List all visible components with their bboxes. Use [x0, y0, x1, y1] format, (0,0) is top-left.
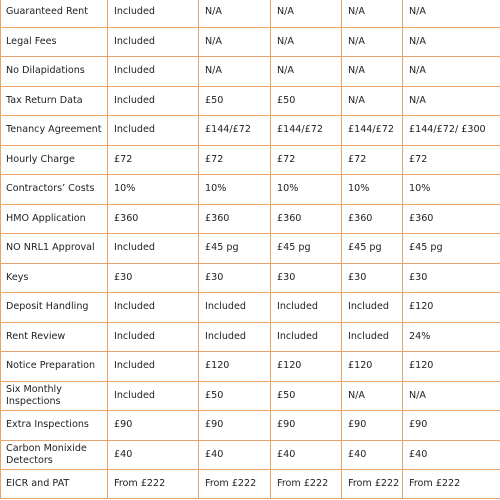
- table-row: [1, 234, 500, 264]
- table-cell: Included: [108, 322, 199, 352]
- table-row: [1, 175, 500, 205]
- table-cell: From £222: [403, 470, 500, 499]
- table-cell: £30: [403, 263, 500, 293]
- row-label: Contractors’ Costs: [1, 175, 108, 205]
- table-cell: £72: [199, 145, 271, 175]
- table-cell: Included: [271, 322, 342, 352]
- row-label: Keys: [1, 263, 108, 293]
- row-label: Tenancy Agreement: [1, 116, 108, 146]
- table-cell: 10%: [403, 175, 500, 205]
- table-cell: £30: [108, 263, 199, 293]
- table-cell: £144/£72: [342, 116, 403, 146]
- table-cell: N/A: [342, 86, 403, 116]
- table-cell: £30: [271, 263, 342, 293]
- table-cell: N/A: [403, 86, 500, 116]
- table-cell: £50: [271, 86, 342, 116]
- table-cell: N/A: [342, 27, 403, 57]
- table-cell: £40: [108, 440, 199, 470]
- row-label: Legal Fees: [1, 27, 108, 57]
- table-cell: £45 pg: [199, 234, 271, 264]
- table-cell: From £222: [108, 470, 199, 499]
- fees-table-body: [1, 0, 500, 499]
- table-cell: £72: [271, 145, 342, 175]
- table-cell: N/A: [342, 0, 403, 27]
- table-cell: 10%: [271, 175, 342, 205]
- table-cell: N/A: [342, 381, 403, 411]
- table-cell: £40: [342, 440, 403, 470]
- row-label: Deposit Handling: [1, 293, 108, 323]
- table-row: [1, 86, 500, 116]
- table-cell: Included: [342, 293, 403, 323]
- table-cell: Included: [108, 0, 199, 27]
- table-cell: £45 pg: [403, 234, 500, 264]
- table-row: [1, 322, 500, 352]
- table-cell: Included: [108, 234, 199, 264]
- table-cell: £144/£72: [199, 116, 271, 146]
- table-cell: £72: [108, 145, 199, 175]
- table-cell: Included: [108, 116, 199, 146]
- table-cell: Included: [342, 322, 403, 352]
- row-label: No Dilapidations: [1, 57, 108, 87]
- table-cell: £30: [342, 263, 403, 293]
- table-row: [1, 204, 500, 234]
- table-cell: £40: [199, 440, 271, 470]
- table-row: [1, 145, 500, 175]
- table-row: [1, 440, 500, 470]
- row-label: Six Monthly Inspections: [1, 381, 108, 411]
- table-cell: £50: [199, 381, 271, 411]
- table-cell: From £222: [199, 470, 271, 499]
- table-cell: £120: [271, 352, 342, 382]
- table-row: [1, 0, 500, 27]
- table-cell: £360: [108, 204, 199, 234]
- table-cell: Included: [108, 381, 199, 411]
- row-label: NO NRL1 Approval: [1, 234, 108, 264]
- table-cell: Included: [108, 293, 199, 323]
- table-cell: N/A: [271, 27, 342, 57]
- table-row: [1, 27, 500, 57]
- table-cell: Included: [108, 352, 199, 382]
- table-cell: Included: [108, 86, 199, 116]
- table-cell: £30: [199, 263, 271, 293]
- table-cell: £120: [199, 352, 271, 382]
- table-cell: £50: [271, 381, 342, 411]
- table-cell: £360: [342, 204, 403, 234]
- row-label: Guaranteed Rent: [1, 0, 108, 27]
- row-label: Extra Inspections: [1, 411, 108, 441]
- table-cell: Included: [108, 57, 199, 87]
- row-label: Notice Preparation: [1, 352, 108, 382]
- table-cell: N/A: [199, 27, 271, 57]
- table-cell: £72: [403, 145, 500, 175]
- table-cell: £90: [403, 411, 500, 441]
- table-row: [1, 57, 500, 87]
- table-cell: £40: [271, 440, 342, 470]
- table-row: [1, 352, 500, 382]
- table-cell: £45 pg: [342, 234, 403, 264]
- table-cell: N/A: [403, 381, 500, 411]
- row-label: Carbon Monixide Detectors: [1, 440, 108, 470]
- table-cell: Included: [108, 27, 199, 57]
- table-cell: From £222: [271, 470, 342, 499]
- table-row: [1, 411, 500, 441]
- table-cell: 24%: [403, 322, 500, 352]
- table-cell: £50: [199, 86, 271, 116]
- table-cell: From £222: [342, 470, 403, 499]
- table-cell: £360: [199, 204, 271, 234]
- row-label: Tax Return Data: [1, 86, 108, 116]
- table-row: [1, 293, 500, 323]
- table-cell: N/A: [199, 57, 271, 87]
- table-cell: 10%: [199, 175, 271, 205]
- table-cell: N/A: [271, 0, 342, 27]
- table-cell: £120: [403, 352, 500, 382]
- table-cell: £45 pg: [271, 234, 342, 264]
- row-label: HMO Application: [1, 204, 108, 234]
- table-cell: N/A: [403, 27, 500, 57]
- table-cell: £360: [403, 204, 500, 234]
- table-cell: £72: [342, 145, 403, 175]
- row-label: Hourly Charge: [1, 145, 108, 175]
- row-label: Rent Review: [1, 322, 108, 352]
- table-cell: £90: [108, 411, 199, 441]
- table-cell: £90: [271, 411, 342, 441]
- table-cell: £144/£72: [271, 116, 342, 146]
- row-label: EICR and PAT: [1, 470, 108, 499]
- table-cell: £40: [403, 440, 500, 470]
- table-cell: Included: [199, 322, 271, 352]
- table-cell: £360: [271, 204, 342, 234]
- table-cell: 10%: [342, 175, 403, 205]
- table-cell: N/A: [271, 57, 342, 87]
- table-row: [1, 263, 500, 293]
- table-row: [1, 116, 500, 146]
- table-cell: £120: [403, 293, 500, 323]
- table-cell: N/A: [199, 0, 271, 27]
- table-cell: 10%: [108, 175, 199, 205]
- table-cell: Included: [271, 293, 342, 323]
- table-cell: N/A: [403, 57, 500, 87]
- table-cell: N/A: [342, 57, 403, 87]
- table-cell: £90: [199, 411, 271, 441]
- table-cell: £120: [342, 352, 403, 382]
- table-cell: £144/£72/ £300: [403, 116, 500, 146]
- table-cell: N/A: [403, 0, 500, 27]
- table-cell: £90: [342, 411, 403, 441]
- table-cell: Included: [199, 293, 271, 323]
- table-row: [1, 470, 500, 499]
- table-row: [1, 381, 500, 411]
